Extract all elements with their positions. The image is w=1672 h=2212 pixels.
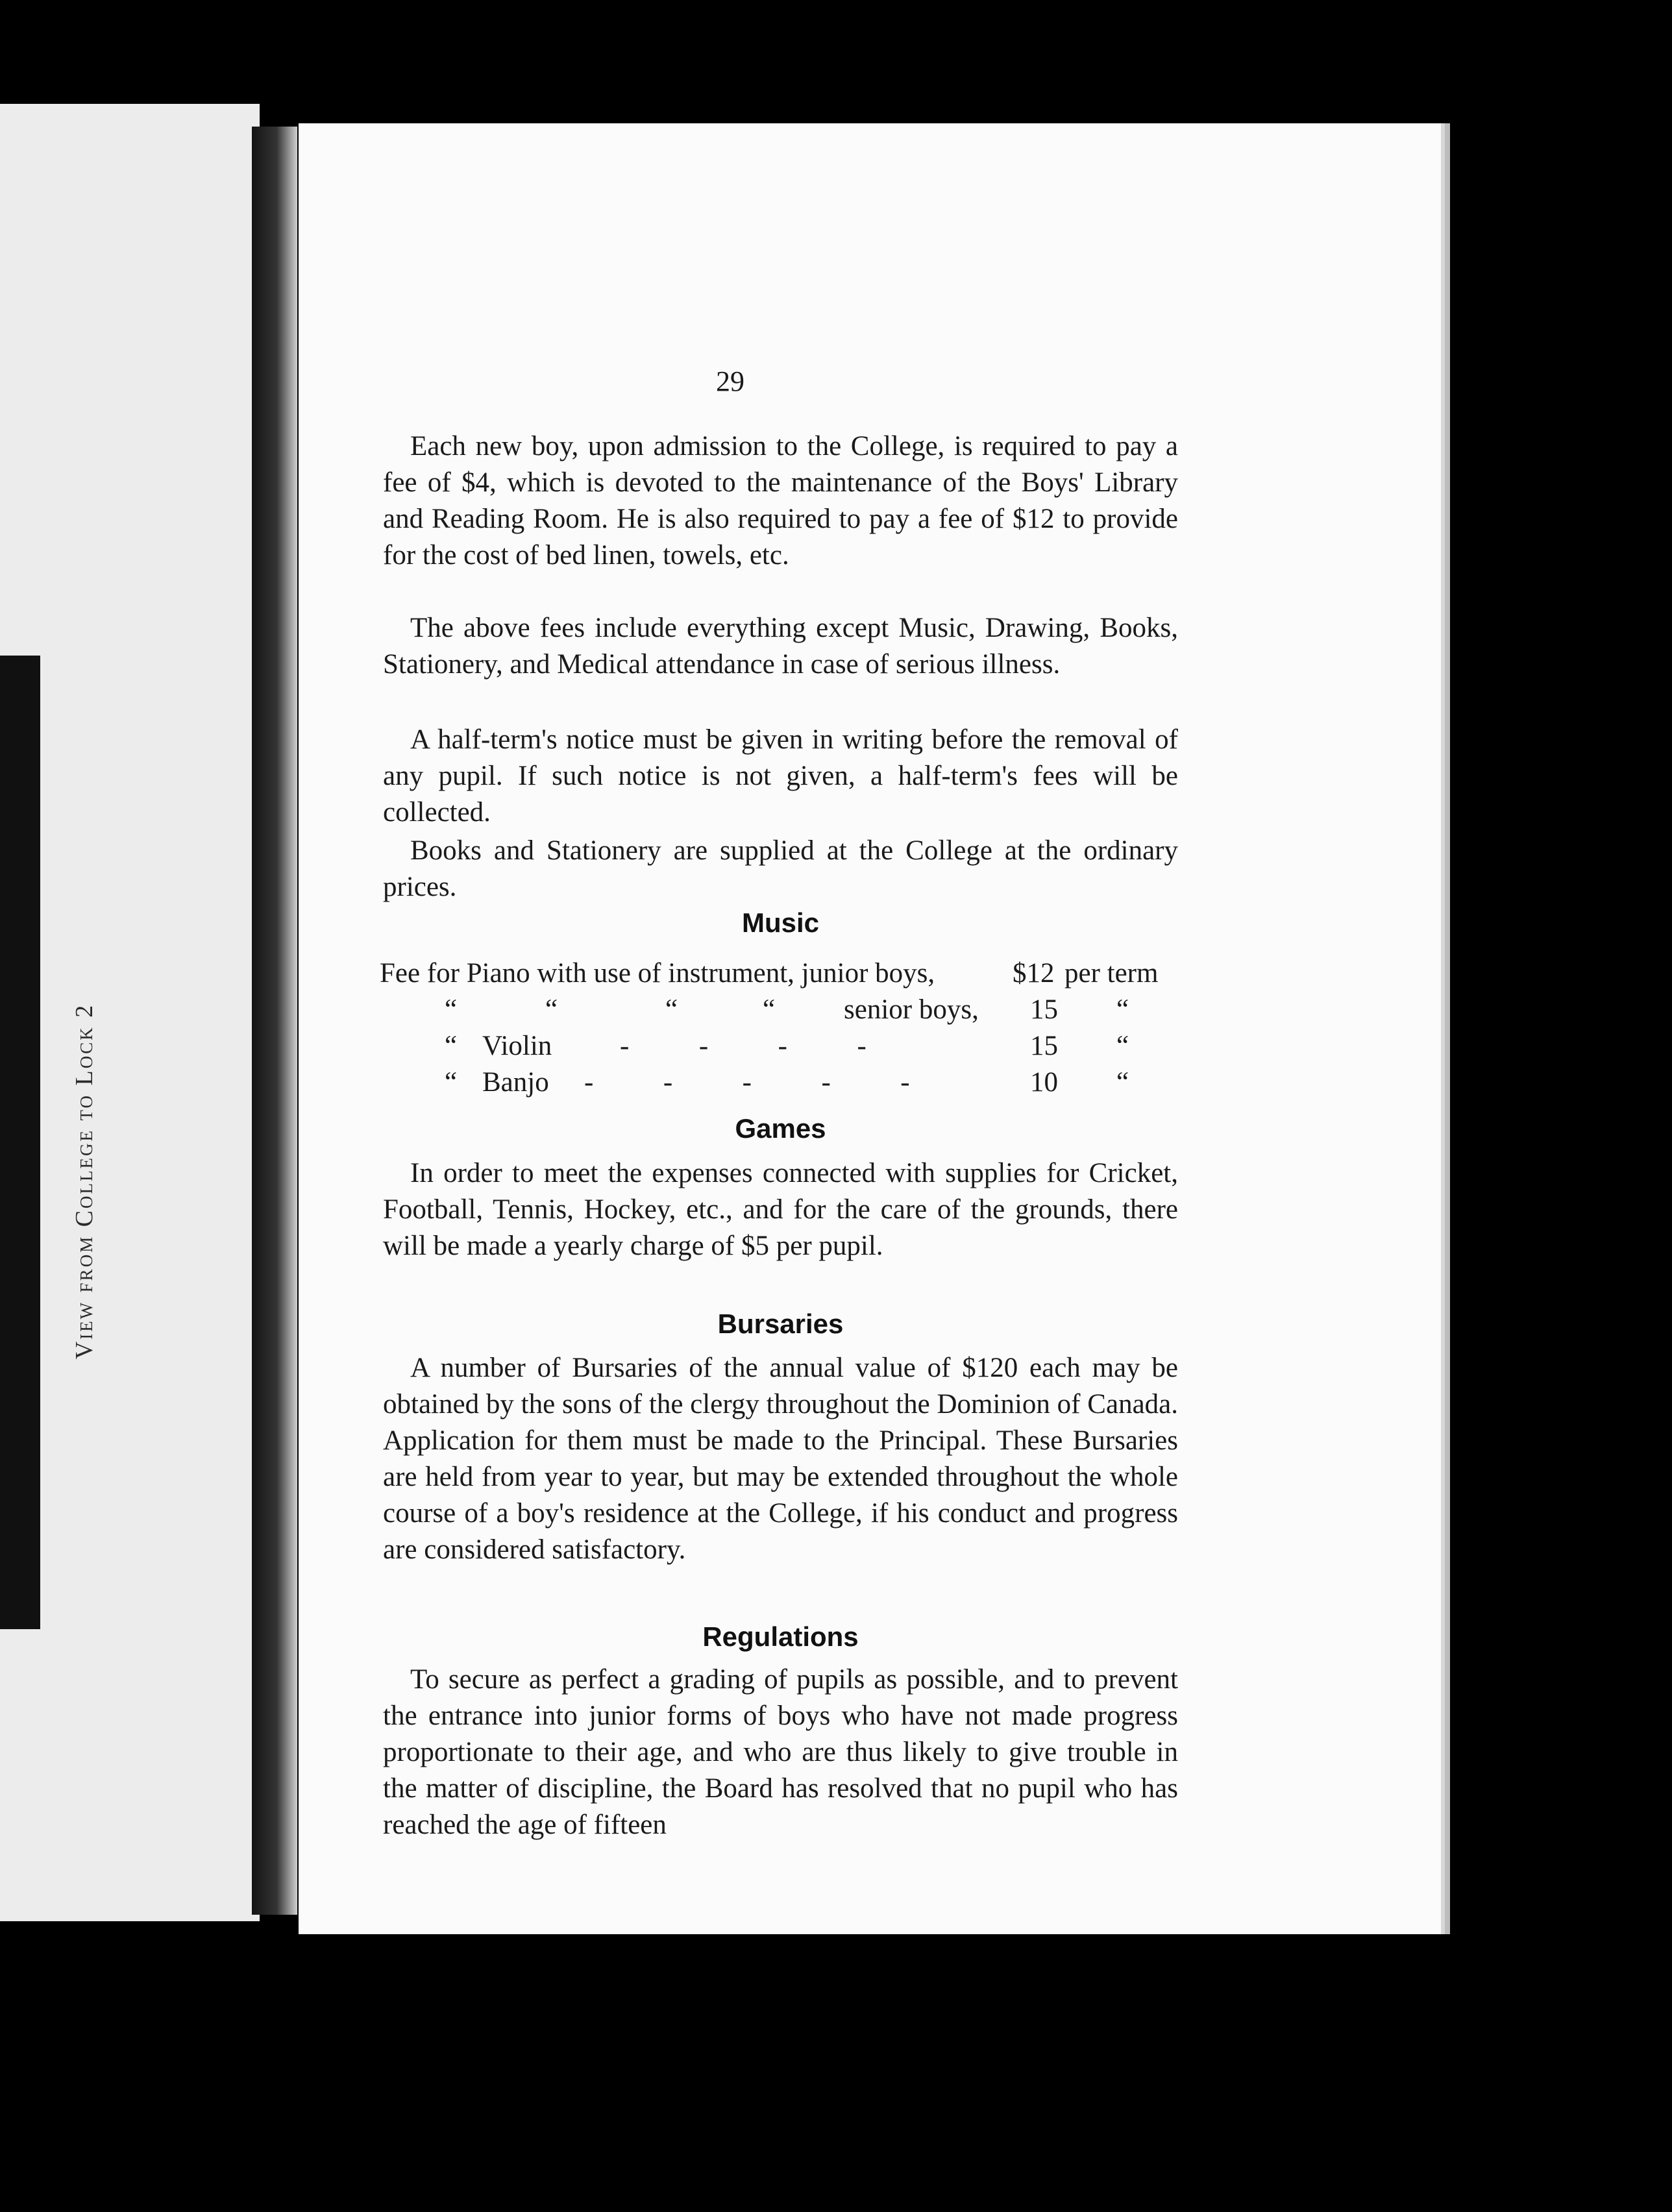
side-caption: View from College to Lock 2 bbox=[71, 1003, 98, 1360]
bursaries-paragraph: A number of Bursaries of the annual value of $120 each may be obtained by the sons of the clergy throughout the Dominion of Canada. Application for them must be made to the Principal. These Bursaries are held from year to year, but may be extended throughout the whole course of a boy's residence at the College, if his conduct and progress are considered satisfactory. bbox=[383, 1353, 1178, 1565]
regulations-paragraph: To secure as perfect a grading of pupils as possible, and to prevent the entrance into junior forms of boys who have not made progress proportionate to their age, and who are thus likely to give trouble in the matter of discipline, the Board has resolved that no pupil who has reached the age of fifteen bbox=[383, 1664, 1178, 1840]
page-number: 29 bbox=[716, 365, 744, 397]
fees-paragraph-3: A half-term's notice must be given in writing before the removal of any pupil. If such notice is not given, a half-term's fees will be collected. bbox=[383, 724, 1178, 828]
music-row-label: senior boys, bbox=[844, 994, 979, 1025]
fees-paragraph-2: The above fees include everything except Music, Drawing, Books, Stationery, and Medical attendance in case of serious illness. bbox=[383, 613, 1178, 680]
left-page-photo bbox=[0, 656, 44, 1629]
ditto-mark: “ bbox=[445, 1067, 458, 1098]
music-row-piano-junior bbox=[380, 955, 1185, 992]
ditto-mark: “ bbox=[763, 994, 776, 1025]
music-row-unit: “ bbox=[1116, 1031, 1129, 1061]
games-paragraph: In order to meet the expenses connected with supplies for Cricket, Football, Tennis, Hockey, etc., and for the care of the grounds, there will be made a yearly charge of $5 per pupil. bbox=[383, 1158, 1178, 1261]
music-row-unit: per term bbox=[1064, 958, 1159, 989]
fees-paragraph-4: Books and Stationery are supplied at the College at the ordinary prices. bbox=[383, 835, 1178, 902]
music-heading: Music bbox=[741, 907, 820, 938]
music-row-amount: $12 bbox=[1013, 958, 1055, 989]
music-row-piano-senior bbox=[380, 992, 1185, 1028]
bursaries-heading: Bursaries bbox=[717, 1309, 844, 1339]
music-row-amount: 10 bbox=[1030, 1067, 1058, 1098]
music-row-amount: 15 bbox=[1030, 1031, 1058, 1061]
ditto-mark: “ bbox=[665, 994, 678, 1025]
music-row-banjo bbox=[380, 1064, 1185, 1101]
ditto-mark: “ bbox=[445, 1031, 458, 1061]
leader-dots: - - - - bbox=[620, 1031, 867, 1061]
music-row-label: Violin bbox=[482, 1031, 552, 1061]
music-row-label: Banjo bbox=[482, 1067, 549, 1098]
fees-paragraph-1: Each new boy, upon admission to the College, is required to pay a fee of $4, which is devoted to the maintenance of the Boys' Library and Reading Room. He is also required to pay a fee of $12 to provide for the cost of bed linen, towels, etc. bbox=[383, 431, 1178, 571]
music-row-unit: “ bbox=[1116, 994, 1129, 1025]
music-fee-table bbox=[380, 955, 1185, 1101]
music-row-violin bbox=[380, 1028, 1185, 1064]
regulations-heading: Regulations bbox=[702, 1621, 859, 1652]
music-row-unit: “ bbox=[1116, 1067, 1129, 1098]
leader-dots: - - - - - bbox=[584, 1067, 910, 1098]
ditto-mark: “ bbox=[545, 994, 558, 1025]
music-row-amount: 15 bbox=[1030, 994, 1058, 1025]
page-gutter-shadow bbox=[252, 127, 297, 1915]
games-heading: Games bbox=[735, 1113, 826, 1144]
music-row-label: Fee for Piano with use of instrument, junior boys, bbox=[380, 958, 935, 989]
ditto-mark: “ bbox=[445, 994, 458, 1025]
